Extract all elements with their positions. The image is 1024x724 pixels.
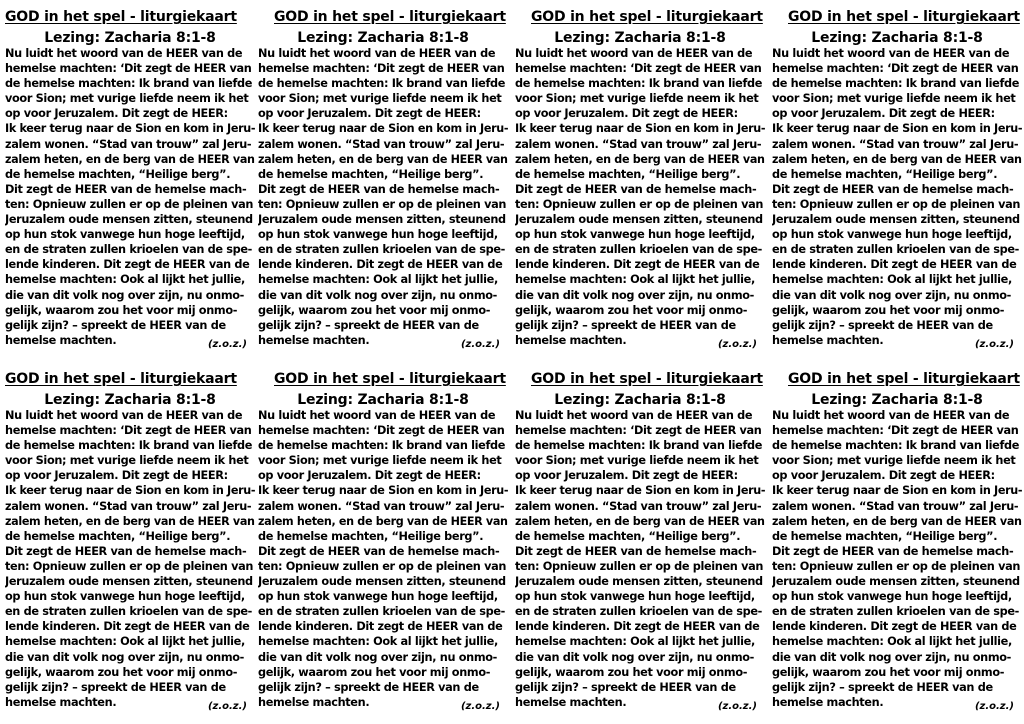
scripture-text-line: zalem heten, en de berg van de HEER van xyxy=(5,514,255,528)
scripture-text-line: Dit zegt de HEER van de hemelse mach- xyxy=(258,544,500,558)
scripture-text-line: op voor Jeruzalem. Dit zegt de HEER: xyxy=(258,107,481,121)
scripture-text-line: Nu luidt het woord van de HEER van de xyxy=(515,47,753,60)
scripture-text-line: Dit zegt de HEER van de hemelse mach- xyxy=(5,182,247,196)
scripture-text-line: zalem heten, en de berg van de HEER van xyxy=(772,152,1022,166)
scripture-text-line: en de straten zullen krioelen van de spe- xyxy=(258,243,506,257)
scripture-text-line: hemelse machten: Ook al lijkt het jullie, xyxy=(515,635,755,649)
scripture-text-line: en de straten zullen krioelen van de spe- xyxy=(515,243,763,257)
scripture-text-line: zalem wonen. “Stad van trouw” zal Jeru- xyxy=(5,499,252,513)
scripture-text-line: Dit zegt de HEER van de hemelse mach- xyxy=(772,182,1014,196)
scripture-text-line: gelijk, waarom zou het voor mij onmo- xyxy=(258,303,491,317)
scripture-text-line: ten: Opnieuw zullen er op de pleinen van xyxy=(515,559,764,573)
scripture-text-line: hemelse machten: Ook al lijkt het jullie, xyxy=(258,635,498,649)
scripture-text-line: op hun stok vanwege hun hoge leeftijd, xyxy=(515,228,755,242)
turn-over-note: (z.o.z.) xyxy=(207,339,247,350)
scripture-text-line: Ik keer terug naar de Sion en kom in Jeru- xyxy=(5,122,255,136)
scripture-text-line: de hemelse machten, “Heilige berg”. xyxy=(258,529,484,543)
card-title: GOD in het spel - liturgiekaart xyxy=(788,371,1020,387)
scripture-text-line: Jeruzalem oude mensen zitten, steunend xyxy=(258,575,506,589)
card-title: GOD in het spel - liturgiekaart xyxy=(531,371,763,387)
scripture-text-line: Dit zegt de HEER van de hemelse mach- xyxy=(258,182,500,196)
scripture-text-line: de hemelse machten: Ik brand van liefde xyxy=(5,77,253,91)
scripture-text-line: zalem wonen. “Stad van trouw” zal Jeru- xyxy=(258,499,505,513)
scripture-text-line: die van dit volk nog over zijn, nu onmo- xyxy=(515,650,754,664)
scripture-text-line: en de straten zullen krioelen van de spe- xyxy=(5,243,253,257)
scripture-text-line: op hun stok vanwege hun hoge leeftijd, xyxy=(772,590,1012,604)
scripture-text-line: zalem wonen. “Stad van trouw” zal Jeru- xyxy=(772,499,1019,513)
scripture-text-line: zalem heten, en de berg van de HEER van xyxy=(258,514,508,528)
scripture-text-line: hemelse machten: Ook al lijkt het jullie, xyxy=(772,635,1012,649)
scripture-reading-heading: Lezing: Zacharia 8:1-8 xyxy=(44,392,216,408)
scripture-text-line: lende kinderen. Dit zegt de HEER van de xyxy=(5,258,250,272)
scripture-text-line: Jeruzalem oude mensen zitten, steunend xyxy=(515,213,763,227)
scripture-text-line: hemelse machten: ‘Dit zegt de HEER van xyxy=(258,424,505,438)
scripture-text-line: voor Sion; met vurige liefde neem ik het xyxy=(5,92,249,106)
scripture-text-line: gelijk zijn? – spreekt de HEER van de xyxy=(258,318,479,332)
scripture-text-line: ten: Opnieuw zullen er op de pleinen van xyxy=(258,559,507,573)
scripture-text-line: Ik keer terug naar de Sion en kom in Jeru- xyxy=(515,122,765,136)
scripture-text-line: de hemelse machten, “Heilige berg”. xyxy=(772,529,998,543)
scripture-text-line: voor Sion; met vurige liefde neem ik het xyxy=(772,454,1016,468)
scripture-text-line: Nu luidt het woord van de HEER van de xyxy=(5,409,243,422)
scripture-reading-heading: Lezing: Zacharia 8:1-8 xyxy=(554,392,726,408)
scripture-text-line: hemelse machten: Ook al lijkt het jullie, xyxy=(5,635,245,649)
scripture-text-line: gelijk, waarom zou het voor mij onmo- xyxy=(5,303,238,317)
liturgy-card xyxy=(5,4,255,362)
scripture-text-line: Jeruzalem oude mensen zitten, steunend xyxy=(772,213,1020,227)
scripture-text-line: op hun stok vanwege hun hoge leeftijd, xyxy=(5,590,245,604)
scripture-text-line: lende kinderen. Dit zegt de HEER van de xyxy=(772,258,1017,272)
turn-over-note: (z.o.z.) xyxy=(717,701,757,712)
scripture-text-line: op voor Jeruzalem. Dit zegt de HEER: xyxy=(5,469,228,483)
scripture-text-line: die van dit volk nog over zijn, nu onmo- xyxy=(258,288,497,302)
scripture-text-line: lende kinderen. Dit zegt de HEER van de xyxy=(258,620,503,634)
scripture-text-line: Jeruzalem oude mensen zitten, steunend xyxy=(5,575,253,589)
card-title: GOD in het spel - liturgiekaart xyxy=(788,9,1020,25)
scripture-text-line: die van dit volk nog over zijn, nu onmo- xyxy=(515,288,754,302)
turn-over-note: (z.o.z.) xyxy=(974,701,1014,712)
liturgy-card xyxy=(515,366,765,724)
scripture-text-line: en de straten zullen krioelen van de spe- xyxy=(772,243,1020,257)
scripture-text xyxy=(258,408,508,710)
scripture-text-line: lende kinderen. Dit zegt de HEER van de xyxy=(772,620,1017,634)
liturgy-card xyxy=(258,4,508,362)
scripture-text-line: de hemelse machten, “Heilige berg”. xyxy=(258,167,484,181)
scripture-text-line: Ik keer terug naar de Sion en kom in Jeru- xyxy=(515,484,765,498)
scripture-text-line: zalem heten, en de berg van de HEER van xyxy=(258,152,508,166)
liturgy-card xyxy=(515,4,765,362)
scripture-text-line: Dit zegt de HEER van de hemelse mach- xyxy=(515,544,757,558)
scripture-text-line: hemelse machten. xyxy=(258,695,370,709)
scripture-text-line: de hemelse machten: Ik brand van liefde xyxy=(258,439,506,453)
scripture-text-line: op voor Jeruzalem. Dit zegt de HEER: xyxy=(772,469,995,483)
card-title: GOD in het spel - liturgiekaart xyxy=(274,9,506,25)
scripture-text-line: hemelse machten: ‘Dit zegt de HEER van xyxy=(515,62,762,76)
scripture-reading-heading: Lezing: Zacharia 8:1-8 xyxy=(554,30,726,46)
scripture-text-line: Nu luidt het woord van de HEER van de xyxy=(772,409,1010,422)
scripture-text-line: de hemelse machten, “Heilige berg”. xyxy=(5,167,231,181)
scripture-reading-heading: Lezing: Zacharia 8:1-8 xyxy=(811,392,983,408)
scripture-text-line: hemelse machten: ‘Dit zegt de HEER van xyxy=(5,62,252,76)
scripture-text-line: op voor Jeruzalem. Dit zegt de HEER: xyxy=(5,107,228,121)
scripture-text-line: die van dit volk nog over zijn, nu onmo- xyxy=(772,288,1011,302)
scripture-text-line: zalem heten, en de berg van de HEER van xyxy=(772,514,1022,528)
scripture-text-line: de hemelse machten, “Heilige berg”. xyxy=(515,167,741,181)
liturgy-card xyxy=(5,366,255,724)
scripture-text-line: de hemelse machten: Ik brand van liefde xyxy=(258,77,506,91)
scripture-text-line: Jeruzalem oude mensen zitten, steunend xyxy=(772,575,1020,589)
scripture-text xyxy=(772,408,1022,710)
scripture-text-line: de hemelse machten: Ik brand van liefde xyxy=(772,439,1020,453)
scripture-text-line: zalem heten, en de berg van de HEER van xyxy=(5,152,255,166)
scripture-text-line: Ik keer terug naar de Sion en kom in Jeru- xyxy=(258,122,508,136)
card-title: GOD in het spel - liturgiekaart xyxy=(5,371,237,387)
scripture-text xyxy=(258,46,508,348)
scripture-text-line: en de straten zullen krioelen van de spe- xyxy=(5,605,253,619)
liturgy-card xyxy=(772,366,1022,724)
scripture-text-line: gelijk zijn? – spreekt de HEER van de xyxy=(258,680,479,694)
scripture-text-line: zalem wonen. “Stad van trouw” zal Jeru- xyxy=(772,137,1019,151)
scripture-text-line: op voor Jeruzalem. Dit zegt de HEER: xyxy=(515,469,738,483)
scripture-text-line: Nu luidt het woord van de HEER van de xyxy=(5,47,243,60)
turn-over-note: (z.o.z.) xyxy=(207,701,247,712)
scripture-text-line: gelijk zijn? – spreekt de HEER van de xyxy=(515,680,736,694)
scripture-text-line: gelijk, waarom zou het voor mij onmo- xyxy=(515,303,748,317)
scripture-text-line: ten: Opnieuw zullen er op de pleinen van xyxy=(772,197,1021,211)
scripture-text xyxy=(5,408,255,710)
scripture-text-line: hemelse machten: ‘Dit zegt de HEER van xyxy=(772,62,1019,76)
scripture-text-line: de hemelse machten: Ik brand van liefde xyxy=(5,439,253,453)
scripture-text-line: de hemelse machten: Ik brand van liefde xyxy=(515,439,763,453)
scripture-text-line: gelijk zijn? – spreekt de HEER van de xyxy=(5,680,226,694)
scripture-text-line: gelijk, waarom zou het voor mij onmo- xyxy=(515,665,748,679)
scripture-text-line: zalem wonen. “Stad van trouw” zal Jeru- xyxy=(5,137,252,151)
scripture-text-line: lende kinderen. Dit zegt de HEER van de xyxy=(515,620,760,634)
scripture-text-line: op hun stok vanwege hun hoge leeftijd, xyxy=(772,228,1012,242)
scripture-reading-heading: Lezing: Zacharia 8:1-8 xyxy=(44,30,216,46)
scripture-text-line: voor Sion; met vurige liefde neem ik het xyxy=(772,92,1016,106)
liturgy-card xyxy=(772,4,1022,362)
scripture-text-line: en de straten zullen krioelen van de spe- xyxy=(258,605,506,619)
scripture-text-line: op voor Jeruzalem. Dit zegt de HEER: xyxy=(772,107,995,121)
scripture-text-line: Dit zegt de HEER van de hemelse mach- xyxy=(772,544,1014,558)
scripture-text-line: die van dit volk nog over zijn, nu onmo- xyxy=(5,650,244,664)
scripture-text xyxy=(5,46,255,348)
scripture-text-line: lende kinderen. Dit zegt de HEER van de xyxy=(5,620,250,634)
turn-over-note: (z.o.z.) xyxy=(460,701,500,712)
scripture-text-line: gelijk zijn? – spreekt de HEER van de xyxy=(772,680,993,694)
scripture-text-line: zalem wonen. “Stad van trouw” zal Jeru- xyxy=(258,137,505,151)
scripture-text-line: hemelse machten: ‘Dit zegt de HEER van xyxy=(772,424,1019,438)
scripture-text-line: hemelse machten: ‘Dit zegt de HEER van xyxy=(515,424,762,438)
scripture-reading-heading: Lezing: Zacharia 8:1-8 xyxy=(297,392,469,408)
scripture-text-line: Ik keer terug naar de Sion en kom in Jeru- xyxy=(772,122,1022,136)
scripture-text-line: op hun stok vanwege hun hoge leeftijd, xyxy=(258,590,498,604)
scripture-text-line: hemelse machten: ‘Dit zegt de HEER van xyxy=(5,424,252,438)
scripture-text-line: gelijk, waarom zou het voor mij onmo- xyxy=(772,303,1005,317)
scripture-text-line: op hun stok vanwege hun hoge leeftijd, xyxy=(258,228,498,242)
scripture-text-line: en de straten zullen krioelen van de spe- xyxy=(515,605,763,619)
scripture-text-line: zalem heten, en de berg van de HEER van xyxy=(515,152,765,166)
scripture-text xyxy=(515,408,765,710)
scripture-text-line: Dit zegt de HEER van de hemelse mach- xyxy=(5,544,247,558)
scripture-text-line: gelijk zijn? – spreekt de HEER van de xyxy=(5,318,226,332)
scripture-text-line: voor Sion; met vurige liefde neem ik het xyxy=(515,92,759,106)
scripture-text-line: hemelse machten. xyxy=(515,695,627,709)
scripture-text-line: ten: Opnieuw zullen er op de pleinen van xyxy=(5,559,254,573)
scripture-text-line: ten: Opnieuw zullen er op de pleinen van xyxy=(258,197,507,211)
scripture-text-line: Nu luidt het woord van de HEER van de xyxy=(772,47,1010,60)
card-title: GOD in het spel - liturgiekaart xyxy=(531,9,763,25)
scripture-reading-heading: Lezing: Zacharia 8:1-8 xyxy=(811,30,983,46)
scripture-text-line: voor Sion; met vurige liefde neem ik het xyxy=(258,454,502,468)
scripture-text xyxy=(515,46,765,348)
scripture-text-line: hemelse machten: Ook al lijkt het jullie, xyxy=(258,273,498,287)
scripture-text-line: hemelse machten. xyxy=(772,333,884,347)
scripture-text-line: op voor Jeruzalem. Dit zegt de HEER: xyxy=(515,107,738,121)
scripture-text-line: voor Sion; met vurige liefde neem ik het xyxy=(5,454,249,468)
scripture-text-line: zalem wonen. “Stad van trouw” zal Jeru- xyxy=(515,137,762,151)
scripture-text-line: en de straten zullen krioelen van de spe- xyxy=(772,605,1020,619)
scripture-text-line: Jeruzalem oude mensen zitten, steunend xyxy=(515,575,763,589)
scripture-text-line: hemelse machten: Ook al lijkt het jullie, xyxy=(5,273,245,287)
scripture-text-line: gelijk, waarom zou het voor mij onmo- xyxy=(258,665,491,679)
scripture-text-line: voor Sion; met vurige liefde neem ik het xyxy=(515,454,759,468)
scripture-text-line: Ik keer terug naar de Sion en kom in Jeru- xyxy=(5,484,255,498)
scripture-text xyxy=(772,46,1022,348)
liturgy-card xyxy=(258,366,508,724)
turn-over-note: (z.o.z.) xyxy=(460,339,500,350)
scripture-text-line: Ik keer terug naar de Sion en kom in Jeru- xyxy=(772,484,1022,498)
scripture-reading-heading: Lezing: Zacharia 8:1-8 xyxy=(297,30,469,46)
scripture-text-line: lende kinderen. Dit zegt de HEER van de xyxy=(515,258,760,272)
scripture-text-line: die van dit volk nog over zijn, nu onmo- xyxy=(5,288,244,302)
scripture-text-line: gelijk zijn? – spreekt de HEER van de xyxy=(515,318,736,332)
scripture-text-line: hemelse machten. xyxy=(515,333,627,347)
scripture-text-line: die van dit volk nog over zijn, nu onmo- xyxy=(772,650,1011,664)
card-title: GOD in het spel - liturgiekaart xyxy=(5,9,237,25)
scripture-text-line: Dit zegt de HEER van de hemelse mach- xyxy=(515,182,757,196)
scripture-text-line: ten: Opnieuw zullen er op de pleinen van xyxy=(515,197,764,211)
scripture-text-line: op voor Jeruzalem. Dit zegt de HEER: xyxy=(258,469,481,483)
scripture-text-line: gelijk, waarom zou het voor mij onmo- xyxy=(5,665,238,679)
scripture-text-line: gelijk zijn? – spreekt de HEER van de xyxy=(772,318,993,332)
scripture-text-line: hemelse machten. xyxy=(5,333,117,347)
scripture-text-line: de hemelse machten: Ik brand van liefde xyxy=(515,77,763,91)
scripture-text-line: de hemelse machten: Ik brand van liefde xyxy=(772,77,1020,91)
scripture-text-line: zalem heten, en de berg van de HEER van xyxy=(515,514,765,528)
turn-over-note: (z.o.z.) xyxy=(717,339,757,350)
scripture-text-line: de hemelse machten, “Heilige berg”. xyxy=(5,529,231,543)
scripture-text-line: die van dit volk nog over zijn, nu onmo- xyxy=(258,650,497,664)
scripture-text-line: Jeruzalem oude mensen zitten, steunend xyxy=(258,213,506,227)
scripture-text-line: op hun stok vanwege hun hoge leeftijd, xyxy=(5,228,245,242)
scripture-text-line: Nu luidt het woord van de HEER van de xyxy=(515,409,753,422)
card-title: GOD in het spel - liturgiekaart xyxy=(274,371,506,387)
scripture-text-line: hemelse machten: Ook al lijkt het jullie, xyxy=(515,273,755,287)
scripture-text-line: Nu luidt het woord van de HEER van de xyxy=(258,409,496,422)
scripture-text-line: ten: Opnieuw zullen er op de pleinen van xyxy=(5,197,254,211)
scripture-text-line: lende kinderen. Dit zegt de HEER van de xyxy=(258,258,503,272)
scripture-text-line: zalem wonen. “Stad van trouw” zal Jeru- xyxy=(515,499,762,513)
scripture-text-line: de hemelse machten, “Heilige berg”. xyxy=(515,529,741,543)
scripture-text-line: hemelse machten. xyxy=(5,695,117,709)
scripture-text-line: Ik keer terug naar de Sion en kom in Jeru- xyxy=(258,484,508,498)
scripture-text-line: hemelse machten. xyxy=(772,695,884,709)
scripture-text-line: ten: Opnieuw zullen er op de pleinen van xyxy=(772,559,1021,573)
scripture-text-line: hemelse machten: Ook al lijkt het jullie, xyxy=(772,273,1012,287)
scripture-text-line: hemelse machten: ‘Dit zegt de HEER van xyxy=(258,62,505,76)
scripture-text-line: voor Sion; met vurige liefde neem ik het xyxy=(258,92,502,106)
scripture-text-line: hemelse machten. xyxy=(258,333,370,347)
scripture-text-line: de hemelse machten, “Heilige berg”. xyxy=(772,167,998,181)
scripture-text-line: Nu luidt het woord van de HEER van de xyxy=(258,47,496,60)
scripture-text-line: Jeruzalem oude mensen zitten, steunend xyxy=(5,213,253,227)
scripture-text-line: op hun stok vanwege hun hoge leeftijd, xyxy=(515,590,755,604)
turn-over-note: (z.o.z.) xyxy=(974,339,1014,350)
scripture-text-line: gelijk, waarom zou het voor mij onmo- xyxy=(772,665,1005,679)
